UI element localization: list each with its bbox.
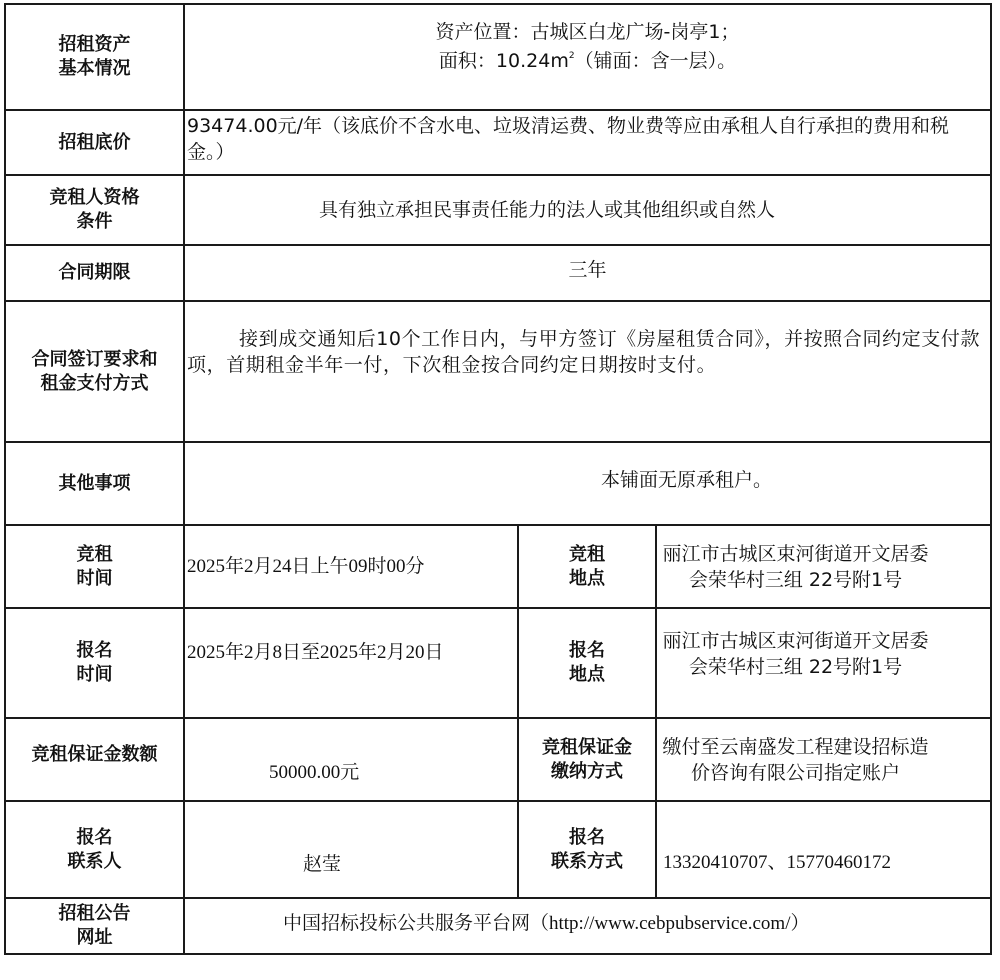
label-line: 联系人 <box>67 850 122 872</box>
row-reserve-price <box>5 110 991 175</box>
label-asset-info <box>5 4 184 110</box>
label-line: 时间 <box>76 567 113 589</box>
tender-info-table <box>4 3 992 955</box>
label-signup-place <box>518 608 656 718</box>
label-line: 联系方式 <box>551 850 623 872</box>
value-contact-person: 赵莹 <box>184 801 518 898</box>
label-deposit-method <box>518 718 656 801</box>
label-line: 报名 <box>569 640 605 661</box>
area-suffix: （铺面：含一层）。 <box>574 49 737 72</box>
label-website <box>5 898 184 954</box>
value-bid-time: 2025年2月24日上午09时00分 <box>184 525 518 608</box>
label-bid-place <box>518 525 656 608</box>
label-line: 时间 <box>76 664 113 685</box>
label-line: 地点 <box>569 664 605 685</box>
row-contract-term <box>5 245 991 301</box>
value-contact-phone: 13320410707、15770460172 <box>656 801 991 898</box>
label-line: 缴纳方式 <box>551 760 623 782</box>
label-other-matters: 其他事项 <box>5 442 184 525</box>
value-qualification: 具有独立承担民事责任能力的法人或其他组织或自然人 <box>184 175 991 245</box>
row-bid-time-place <box>5 525 991 608</box>
value-other-matters: 本铺面无原承租户。 <box>184 442 991 525</box>
label-line: 招租资产 <box>58 34 131 55</box>
value-deposit-method: 缴付至云南盛发工程建设招标造价咨询有限公司指定账户 <box>656 718 991 801</box>
label-bid-time <box>5 525 184 608</box>
label-line: 报名 <box>569 826 605 848</box>
label-line: 租金支付方式 <box>40 372 149 394</box>
value-deposit-amount: 50000.00元 <box>184 718 518 801</box>
label-line: 基本情况 <box>58 58 131 79</box>
value-contract-payment: 接到成交通知后10个工作日内，与甲方签订《房屋租赁合同》，并按照合同约定支付款项，首期租金半年一付，下次租金按合同约定日期按时支付。 <box>184 301 991 442</box>
row-contract-payment <box>5 301 991 442</box>
label-line: 竞租人资格 <box>49 187 140 208</box>
label-line: 招租公告 <box>58 903 131 924</box>
value-website[interactable]: 中国招标投标公共服务平台网（http://www.cebpubservice.com/） <box>184 898 991 954</box>
value-contract-term: 三年 <box>184 245 991 301</box>
row-signup-time-place <box>5 608 991 718</box>
row-other-matters <box>5 442 991 525</box>
row-deposit <box>5 718 991 801</box>
label-contract-term: 合同期限 <box>5 245 184 301</box>
value-signup-place: 丽江市古城区束河街道开文居委会荣华村三组 22号附1号 <box>656 608 991 718</box>
label-line: 合同签订要求和 <box>31 348 158 370</box>
row-website <box>5 898 991 954</box>
label-deposit-amount: 竞租保证金数额 <box>5 718 184 801</box>
asset-location: 资产位置：古城区白龙广场-岗亭1； <box>435 20 740 43</box>
label-line: 竞租保证金 <box>542 736 632 758</box>
label-signup-time <box>5 608 184 718</box>
area-prefix: 面积：10.24m <box>438 49 569 72</box>
label-contact-phone <box>518 801 656 898</box>
value-reserve-price: 93474.00元/年（该底价不含水电、垃圾清运费、物业费等应由承租人自行承担的费用和税金。） <box>184 110 991 175</box>
label-qualification <box>5 175 184 245</box>
value-bid-place: 丽江市古城区束河街道开文居委会荣华村三组 22号附1号 <box>656 525 991 608</box>
label-line: 地点 <box>569 567 605 589</box>
label-line: 报名 <box>76 640 113 661</box>
value-signup-time: 2025年2月8日至2025年2月20日 <box>184 608 518 718</box>
label-line: 网址 <box>76 927 113 948</box>
label-contact-person <box>5 801 184 898</box>
label-contract-payment <box>5 301 184 442</box>
label-line: 竞租 <box>76 543 113 565</box>
asset-area <box>185 44 990 73</box>
row-qualification <box>5 175 991 245</box>
label-reserve-price: 招租底价 <box>5 110 184 175</box>
label-line: 条件 <box>76 211 113 232</box>
row-contact <box>5 801 991 898</box>
row-asset-info <box>5 4 991 110</box>
value-asset-info <box>184 4 991 110</box>
area-sup: 2 <box>568 50 575 61</box>
label-line: 报名 <box>76 826 113 848</box>
label-line: 竞租 <box>569 543 605 565</box>
